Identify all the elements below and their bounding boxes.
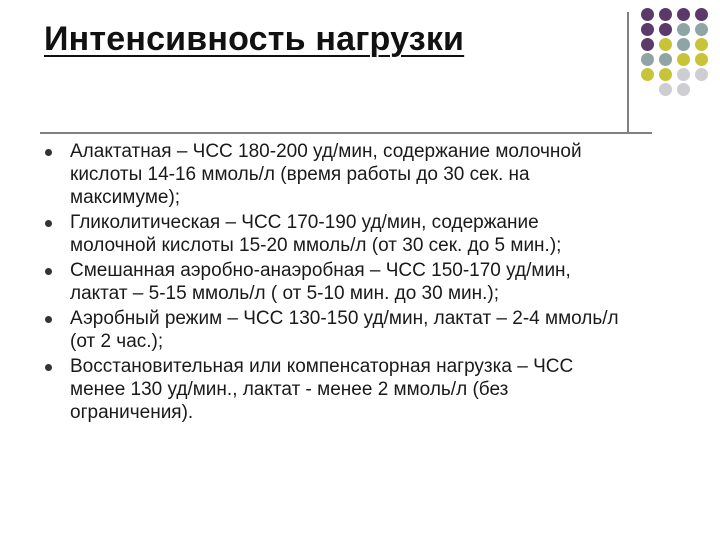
decor-dot-icon bbox=[677, 53, 690, 66]
horizontal-divider bbox=[40, 132, 652, 134]
list-item-text-line: кислоты 14-16 ммоль/л (время работы до 30 сек. на bbox=[70, 164, 530, 185]
decor-dot-icon bbox=[641, 23, 654, 36]
list-item-text-line: Алактатная – ЧСС 180-200 уд/мин, содержание молочной bbox=[70, 141, 582, 162]
decor-dot-icon bbox=[641, 38, 654, 51]
decor-dot-icon bbox=[677, 38, 690, 51]
list-item bbox=[44, 140, 644, 209]
decorative-dot-grid bbox=[641, 8, 717, 108]
decor-dot-icon bbox=[659, 8, 672, 21]
decor-dot-icon bbox=[695, 8, 708, 21]
decor-dot-icon bbox=[677, 83, 690, 96]
decor-dot-icon bbox=[659, 68, 672, 81]
bullet-list bbox=[44, 140, 644, 426]
decor-dot-icon bbox=[695, 23, 708, 36]
bullet-icon bbox=[45, 364, 52, 371]
decor-dot-icon bbox=[659, 83, 672, 96]
bullet-icon bbox=[45, 316, 52, 323]
vertical-divider bbox=[627, 12, 629, 132]
decor-dot-icon bbox=[641, 68, 654, 81]
decor-dot-icon bbox=[659, 23, 672, 36]
decor-dot-icon bbox=[677, 8, 690, 21]
list-item bbox=[44, 211, 644, 257]
list-item-text-line: (от 2 час.); bbox=[70, 331, 164, 352]
decor-dot-icon bbox=[659, 38, 672, 51]
list-item-text-line: максимуме); bbox=[70, 187, 181, 208]
bullet-icon bbox=[45, 268, 52, 275]
list-item-text-line: Аэробный режим – ЧСС 130-150 уд/мин, лактат – 2-4 ммоль/л bbox=[70, 308, 619, 329]
list-item bbox=[44, 307, 644, 353]
list-item-text-line: Восстановительная или компенсаторная нагрузка – ЧСС bbox=[70, 356, 574, 377]
bullet-icon bbox=[45, 149, 52, 156]
decor-dot-icon bbox=[641, 53, 654, 66]
list-item-text-line: лактат – 5-15 ммоль/л ( от 5-10 мин. до 30 мин.); bbox=[70, 283, 500, 304]
decor-dot-icon bbox=[677, 68, 690, 81]
bullet-icon bbox=[45, 220, 52, 227]
decor-dot-icon bbox=[641, 8, 654, 21]
list-item-text-line: молочной кислоты 15-20 ммоль/л (от 30 сек. до 5 мин.); bbox=[70, 235, 562, 256]
slide-title: Интенсивность нагрузки bbox=[44, 20, 465, 58]
list-item-text-line: менее 130 уд/мин., лактат - менее 2 ммоль/л (без bbox=[70, 379, 509, 400]
decor-dot-icon bbox=[659, 53, 672, 66]
list-item-text-line: ограничения). bbox=[70, 402, 194, 423]
decor-dot-icon bbox=[695, 53, 708, 66]
list-item bbox=[44, 355, 644, 424]
list-item-text-line: Гликолитическая – ЧСС 170-190 уд/мин, содержание bbox=[70, 212, 539, 233]
decor-dot-icon bbox=[677, 23, 690, 36]
list-item bbox=[44, 259, 644, 305]
decor-dot-icon bbox=[695, 38, 708, 51]
decor-dot-icon bbox=[695, 68, 708, 81]
list-item-text-line: Смешанная аэробно-анаэробная – ЧСС 150-170 уд/мин, bbox=[70, 260, 571, 281]
